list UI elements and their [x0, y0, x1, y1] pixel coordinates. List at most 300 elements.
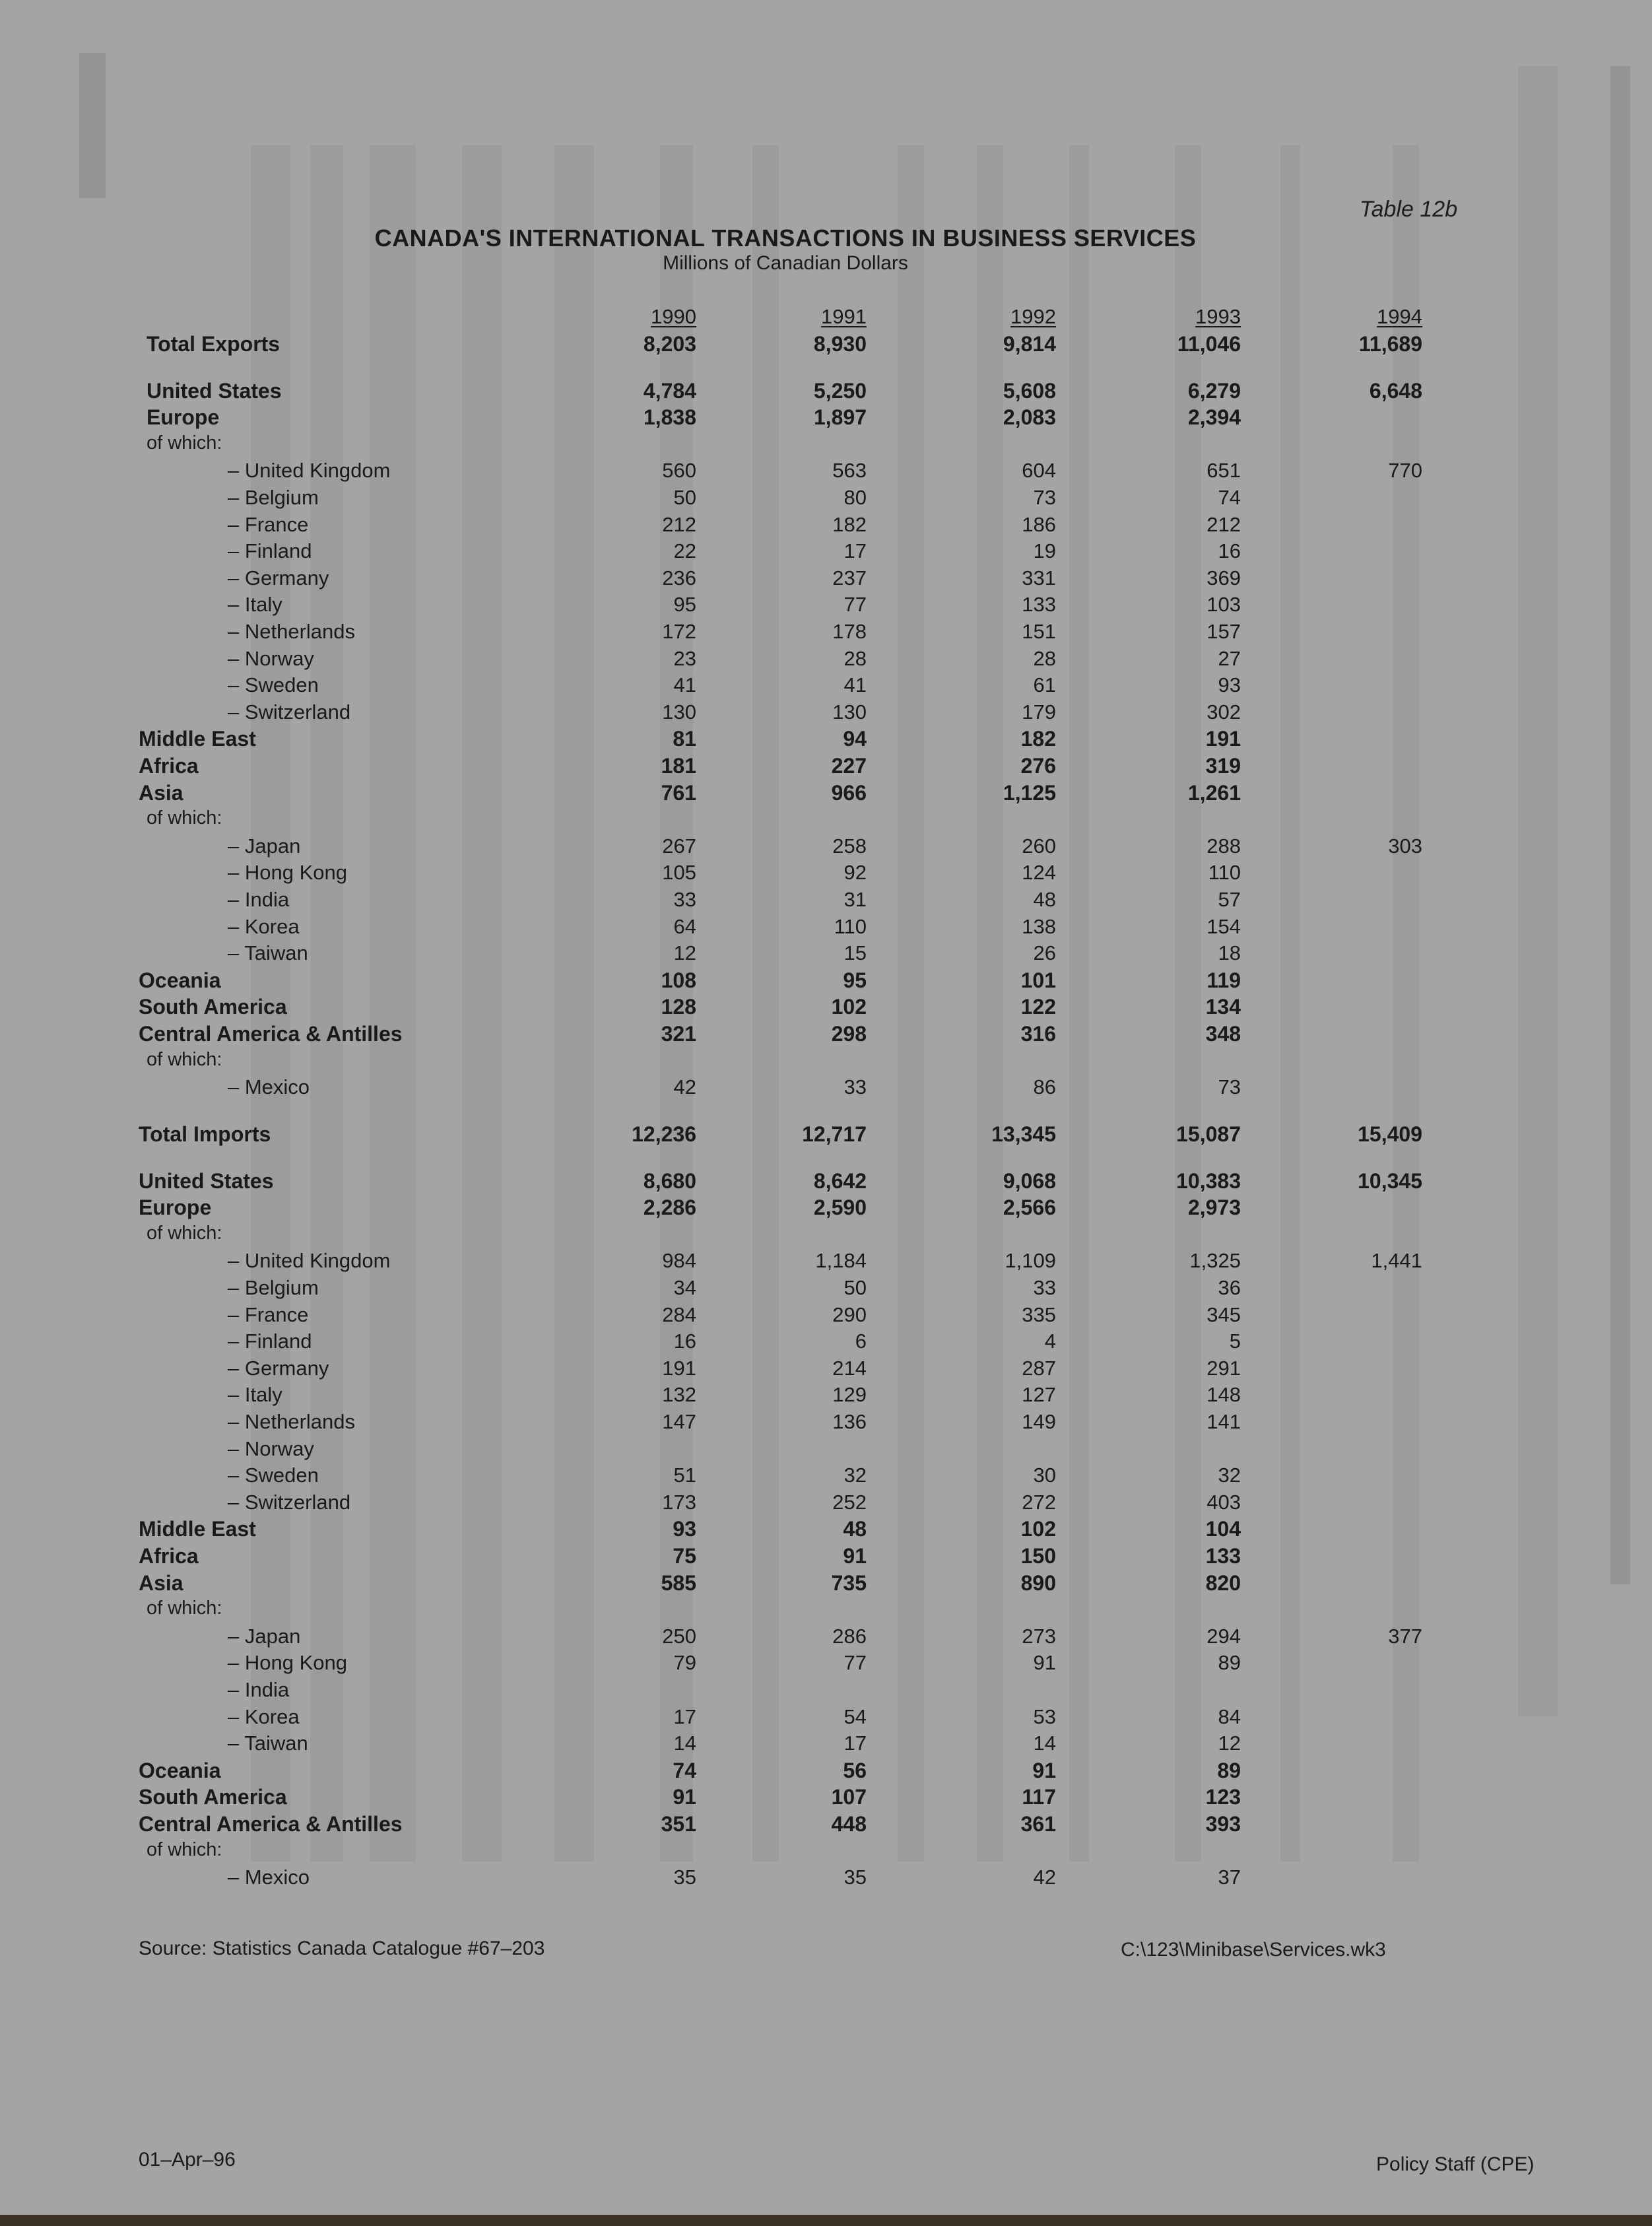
- cell-1993: 148: [1206, 1383, 1241, 1407]
- cell-1991: 56: [843, 1758, 867, 1782]
- cell-1990: 2,286: [643, 1196, 696, 1220]
- row-label: – Mexico: [228, 1866, 310, 1889]
- cell-1993: 288: [1206, 834, 1241, 858]
- row-label: Asia: [139, 780, 183, 805]
- cell-1993: 89: [1218, 1651, 1241, 1675]
- row-label: – Belgium: [228, 1276, 319, 1299]
- cell-1991: 129: [832, 1383, 867, 1407]
- cell-1990: 12,236: [632, 1122, 696, 1146]
- cell-1991: 130: [832, 700, 867, 724]
- cell-1992: 127: [1022, 1383, 1056, 1407]
- table-row: [0, 647, 1652, 673]
- cell-1992: 335: [1022, 1302, 1056, 1326]
- source-note: Source: Statistics Canada Catalogue #67–203: [139, 1938, 545, 1959]
- cell-1990: 181: [661, 754, 696, 778]
- row-label: – Japan: [228, 834, 301, 858]
- cell-1990: 284: [662, 1302, 696, 1326]
- table-row: [0, 1839, 1652, 1866]
- row-label: United States: [147, 378, 282, 403]
- table-row: [0, 620, 1652, 646]
- cell-1991: 448: [831, 1812, 867, 1836]
- cell-1990: 585: [661, 1570, 696, 1595]
- row-label: United States: [139, 1168, 274, 1193]
- cell-1990: 12: [673, 941, 696, 965]
- cell-1993: 302: [1206, 700, 1241, 724]
- cell-1991: 77: [843, 1651, 867, 1675]
- cell-1990: 128: [661, 995, 696, 1019]
- subgroup-label: of which:: [147, 432, 222, 454]
- cell-1992: 101: [1020, 968, 1056, 992]
- page-title: CANADA'S INTERNATIONAL TRANSACTIONS IN BUSINESS SERVICES: [374, 224, 1197, 252]
- cell-1992: 86: [1033, 1075, 1056, 1099]
- cell-1992: 1,109: [1005, 1249, 1056, 1273]
- page-subtitle: Millions of Canadian Dollars: [663, 252, 908, 274]
- table-row: [0, 1196, 1652, 1222]
- cell-1991: 5,250: [813, 378, 867, 403]
- cell-1993: 191: [1205, 727, 1241, 751]
- row-label: Central America & Antilles: [139, 1022, 403, 1046]
- cell-1990: 321: [661, 1022, 696, 1046]
- cell-1991: 8,642: [813, 1168, 867, 1193]
- cell-1991: 33: [843, 1075, 867, 1099]
- cell-1993: 27: [1218, 646, 1241, 670]
- cell-1993: 89: [1217, 1758, 1241, 1782]
- cell-1992: 117: [1022, 1785, 1056, 1809]
- cell-1992: 19: [1033, 539, 1056, 563]
- cell-1990: 34: [673, 1276, 696, 1299]
- cell-1993: 319: [1205, 754, 1241, 778]
- year-header-1993: 1993: [1195, 305, 1241, 328]
- cell-1992: 182: [1020, 727, 1056, 751]
- row-label: – Germany: [228, 1356, 329, 1380]
- cell-1990: 250: [662, 1624, 696, 1648]
- table-row: [0, 1303, 1652, 1330]
- row-label: Europe: [147, 405, 220, 430]
- cell-1990: 16: [673, 1330, 696, 1353]
- cell-1993: 12: [1218, 1732, 1241, 1755]
- cell-1993: 141: [1206, 1410, 1241, 1433]
- cell-1994: 770: [1388, 459, 1422, 483]
- cell-1993: 154: [1206, 914, 1241, 938]
- table-row: [0, 1249, 1652, 1275]
- cell-1993: 1,325: [1189, 1249, 1241, 1273]
- table-row: [0, 1866, 1652, 1892]
- table-row: [0, 673, 1652, 700]
- cell-1990: 4,784: [643, 378, 696, 403]
- cell-1992: 9,068: [1003, 1168, 1056, 1193]
- row-label: – Belgium: [228, 486, 319, 509]
- table-row: [0, 513, 1652, 539]
- cell-1992: 26: [1033, 941, 1056, 965]
- cell-1990: 74: [673, 1758, 696, 1782]
- table-row: [0, 1678, 1652, 1704]
- table-row: [0, 995, 1652, 1021]
- table-row: [0, 1598, 1652, 1624]
- cell-1993: 119: [1206, 968, 1241, 992]
- year-header-1994: 1994: [1377, 305, 1422, 328]
- cell-1991: 48: [843, 1517, 867, 1541]
- cell-1990: 108: [661, 968, 696, 992]
- cell-1993: 1,261: [1187, 780, 1241, 805]
- cell-1992: 124: [1022, 861, 1056, 885]
- cell-1990: 41: [673, 673, 696, 697]
- cell-1992: 1,125: [1003, 780, 1056, 805]
- table-row: [0, 1625, 1652, 1651]
- cell-1990: 132: [662, 1383, 696, 1407]
- row-label: – France: [228, 1302, 309, 1326]
- table-row: [0, 1357, 1652, 1383]
- cell-1991: 31: [843, 888, 867, 911]
- cell-1990: 173: [662, 1490, 696, 1514]
- cell-1993: 110: [1208, 861, 1241, 885]
- cell-1990: 105: [662, 861, 696, 885]
- cell-1990: 560: [662, 459, 696, 483]
- cell-1991: 107: [831, 1785, 867, 1809]
- table-row: [0, 593, 1652, 619]
- cell-1993: 345: [1206, 1302, 1241, 1326]
- cell-1990: 191: [662, 1356, 696, 1380]
- cell-1991: 12,717: [802, 1122, 867, 1146]
- cell-1992: 186: [1022, 512, 1056, 536]
- table-row: [0, 1075, 1652, 1102]
- cell-1991: 735: [831, 1570, 867, 1595]
- row-label: South America: [139, 1785, 287, 1809]
- cell-1990: 75: [673, 1544, 696, 1568]
- cell-1993: 651: [1206, 459, 1241, 483]
- cell-1991: 214: [832, 1356, 867, 1380]
- cell-1991: 50: [843, 1276, 867, 1299]
- table-row: [0, 1759, 1652, 1785]
- cell-1993: 348: [1205, 1022, 1241, 1046]
- cell-1992: 138: [1022, 914, 1056, 938]
- cell-1994: 15,409: [1358, 1122, 1422, 1146]
- cell-1992: 42: [1033, 1866, 1056, 1889]
- row-label: – India: [228, 1678, 290, 1701]
- cell-1992: 48: [1033, 888, 1056, 911]
- cell-1994: 377: [1388, 1624, 1422, 1648]
- cell-1991: 94: [843, 727, 867, 751]
- cell-1990: 147: [662, 1410, 696, 1433]
- cell-1993: 15,087: [1176, 1122, 1241, 1146]
- cell-1994: 6,648: [1369, 378, 1422, 403]
- cell-1990: 984: [662, 1249, 696, 1273]
- table-row: [0, 459, 1652, 485]
- row-label: – Taiwan: [228, 1732, 308, 1755]
- cell-1992: 102: [1020, 1517, 1056, 1541]
- cell-1993: 11,046: [1177, 332, 1241, 356]
- table-row: [0, 1812, 1652, 1838]
- cell-1993: 36: [1218, 1276, 1241, 1299]
- cell-1992: 14: [1033, 1732, 1056, 1755]
- table-row: [0, 1169, 1652, 1196]
- cell-1990: 212: [662, 512, 696, 536]
- cell-1992: 2,566: [1003, 1196, 1056, 1220]
- cell-1992: 316: [1020, 1022, 1056, 1046]
- cell-1993: 37: [1218, 1866, 1241, 1889]
- cell-1990: 23: [673, 646, 696, 670]
- cell-1991: 237: [832, 566, 867, 590]
- cell-1990: 1,838: [643, 405, 696, 430]
- cell-1992: 260: [1022, 834, 1056, 858]
- cell-1991: 102: [831, 995, 867, 1019]
- cell-1991: 136: [832, 1410, 867, 1433]
- table-row: [0, 781, 1652, 807]
- row-label: Oceania: [139, 968, 221, 992]
- year-header-1991: 1991: [821, 305, 867, 328]
- cell-1992: 2,083: [1003, 405, 1056, 430]
- cell-1992: 151: [1022, 620, 1056, 643]
- cell-1991: 91: [843, 1544, 867, 1568]
- cell-1992: 33: [1033, 1276, 1056, 1299]
- cell-1992: 276: [1020, 754, 1056, 778]
- cell-1990: 351: [661, 1812, 696, 1836]
- cell-1991: 252: [832, 1490, 867, 1514]
- table-row: [0, 861, 1652, 887]
- cell-1992: 150: [1020, 1544, 1056, 1568]
- table-row: [0, 727, 1652, 753]
- cell-1991: 290: [832, 1302, 867, 1326]
- cell-1991: 92: [843, 861, 867, 885]
- cell-1993: 291: [1206, 1356, 1241, 1380]
- cell-1993: 134: [1205, 995, 1241, 1019]
- cell-1990: 95: [673, 593, 696, 617]
- table-row: [0, 1651, 1652, 1677]
- cell-1991: 563: [832, 459, 867, 483]
- cell-1993: 820: [1205, 1570, 1241, 1595]
- row-label: – Switzerland: [228, 700, 351, 724]
- subgroup-label: of which:: [147, 1838, 222, 1860]
- subgroup-label: of which:: [147, 1222, 222, 1244]
- row-label: Total Imports: [139, 1122, 271, 1146]
- cell-1990: 14: [673, 1732, 696, 1755]
- cell-1993: 133: [1205, 1544, 1241, 1568]
- subgroup-label: of which:: [147, 1598, 222, 1619]
- table-row: [0, 1544, 1652, 1570]
- cell-1991: 54: [843, 1704, 867, 1728]
- cell-1993: 5: [1229, 1330, 1241, 1353]
- cell-1990: 50: [673, 486, 696, 509]
- row-label: – Germany: [228, 566, 329, 590]
- cell-1992: 331: [1022, 566, 1056, 590]
- cell-1992: 91: [1032, 1758, 1056, 1782]
- cell-1992: 30: [1033, 1464, 1056, 1487]
- cell-1990: 64: [673, 914, 696, 938]
- cell-1993: 57: [1218, 888, 1241, 911]
- cell-1991: 110: [834, 914, 867, 938]
- row-label: Central America & Antilles: [139, 1812, 403, 1836]
- table-row: [0, 1785, 1652, 1811]
- cell-1993: 16: [1218, 539, 1241, 563]
- row-label: Asia: [139, 1570, 183, 1595]
- cell-1994: 11,689: [1358, 332, 1422, 356]
- row-label: – Italy: [228, 1383, 282, 1407]
- subgroup-label: of which:: [147, 807, 222, 829]
- table-row: [0, 1732, 1652, 1758]
- row-label: – Norway: [228, 1436, 314, 1460]
- cell-1993: 32: [1218, 1464, 1241, 1487]
- row-label: Africa: [139, 1544, 199, 1568]
- table-row: [0, 1122, 1652, 1149]
- table-row: [0, 432, 1652, 459]
- row-label: – Japan: [228, 1624, 301, 1648]
- cell-1993: 212: [1206, 512, 1241, 536]
- cell-1993: 393: [1205, 1812, 1241, 1836]
- cell-1991: 17: [843, 1732, 867, 1755]
- cell-1992: 179: [1022, 700, 1056, 724]
- row-label: – Finland: [228, 1330, 312, 1353]
- row-label: Middle East: [139, 727, 256, 751]
- row-label: – Sweden: [228, 673, 319, 697]
- table-number: Table 12b: [1360, 197, 1458, 222]
- cell-1991: 286: [832, 1624, 867, 1648]
- cell-1991: 1,897: [813, 405, 867, 430]
- year-header-1992: 1992: [1010, 305, 1056, 328]
- table-row: [0, 754, 1652, 780]
- page-edge: [0, 2215, 1652, 2226]
- year-header-1990: 1990: [651, 305, 696, 328]
- cell-1991: 80: [843, 486, 867, 509]
- cell-1994: 1,441: [1371, 1249, 1422, 1273]
- cell-1992: 273: [1022, 1624, 1056, 1648]
- cell-1990: 17: [673, 1704, 696, 1728]
- cell-1993: 294: [1206, 1624, 1241, 1648]
- cell-1990: 130: [662, 700, 696, 724]
- cell-1990: 8,680: [643, 1168, 696, 1193]
- table-row: [0, 1571, 1652, 1598]
- table-row: [0, 888, 1652, 914]
- table-row: [0, 1464, 1652, 1490]
- table-row: [0, 700, 1652, 727]
- cell-1990: 35: [673, 1866, 696, 1889]
- row-label: Total Exports: [147, 332, 281, 356]
- cell-1991: 966: [831, 780, 867, 805]
- cell-1991: 2,590: [813, 1196, 867, 1220]
- table-row: [0, 941, 1652, 968]
- footer-credit: Policy Staff (CPE): [1376, 2153, 1535, 2175]
- cell-1991: 182: [832, 512, 867, 536]
- table-row: [0, 1437, 1652, 1464]
- cell-1991: 298: [831, 1022, 867, 1046]
- cell-1990: 8,203: [643, 332, 696, 356]
- cell-1992: 361: [1020, 1812, 1056, 1836]
- row-label: – Finland: [228, 539, 312, 563]
- cell-1993: 6,279: [1187, 378, 1241, 403]
- row-label: – Korea: [228, 1704, 300, 1728]
- row-label: Middle East: [139, 1517, 256, 1541]
- cell-1990: 81: [673, 727, 696, 751]
- cell-1992: 272: [1022, 1490, 1056, 1514]
- cell-1993: 403: [1206, 1490, 1241, 1514]
- row-label: – United Kingdom: [228, 1249, 391, 1273]
- row-label: Africa: [139, 754, 199, 778]
- cell-1990: 236: [662, 566, 696, 590]
- cell-1991: 8,930: [813, 332, 867, 356]
- cell-1990: 42: [673, 1075, 696, 1099]
- table-row: [0, 1705, 1652, 1732]
- cell-1991: 6: [855, 1330, 867, 1353]
- table-row: [0, 915, 1652, 941]
- cell-1993: 123: [1205, 1785, 1241, 1809]
- cell-1991: 227: [831, 754, 867, 778]
- row-label: – Taiwan: [228, 941, 308, 965]
- cell-1990: 267: [662, 834, 696, 858]
- cell-1991: 28: [843, 646, 867, 670]
- file-path: C:\123\Minibase\Services.wk3: [1121, 1939, 1386, 1961]
- cell-1993: 84: [1218, 1704, 1241, 1728]
- cell-1990: 91: [673, 1785, 696, 1809]
- cell-1990: 172: [662, 620, 696, 643]
- row-label: – Norway: [228, 646, 314, 670]
- cell-1991: 1,184: [815, 1249, 867, 1273]
- row-label: – Switzerland: [228, 1490, 351, 1514]
- cell-1993: 104: [1205, 1517, 1241, 1541]
- cell-1993: 10,383: [1176, 1168, 1241, 1193]
- cell-1990: 93: [673, 1517, 696, 1541]
- year-header-row: [0, 305, 1652, 331]
- cell-1993: 93: [1218, 673, 1241, 697]
- cell-1990: 33: [673, 888, 696, 911]
- cell-1993: 2,394: [1187, 405, 1241, 430]
- table-row: [0, 405, 1652, 432]
- row-label: Oceania: [139, 1758, 221, 1782]
- cell-1993: 157: [1206, 620, 1241, 643]
- row-label: – Korea: [228, 914, 300, 938]
- cell-1991: 178: [832, 620, 867, 643]
- table-row: [0, 486, 1652, 512]
- table-row: [0, 1022, 1652, 1048]
- cell-1990: 51: [673, 1464, 696, 1487]
- cell-1992: 890: [1020, 1570, 1056, 1595]
- cell-1994: 10,345: [1358, 1168, 1422, 1193]
- print-date: 01–Apr–96: [139, 2149, 236, 2171]
- cell-1991: 17: [843, 539, 867, 563]
- cell-1992: 133: [1022, 593, 1056, 617]
- table-row: [0, 1276, 1652, 1302]
- table-row: [0, 834, 1652, 861]
- cell-1992: 13,345: [991, 1122, 1056, 1146]
- table-row: [0, 1049, 1652, 1075]
- cell-1992: 122: [1020, 995, 1056, 1019]
- cell-1992: 287: [1022, 1356, 1056, 1380]
- row-label: – Sweden: [228, 1464, 319, 1487]
- cell-1992: 53: [1033, 1704, 1056, 1728]
- row-label: – Hong Kong: [228, 1651, 347, 1675]
- table-row: [0, 1491, 1652, 1517]
- cell-1993: 74: [1218, 486, 1241, 509]
- cell-1992: 61: [1033, 673, 1056, 697]
- table-row: [0, 539, 1652, 566]
- cell-1992: 604: [1022, 459, 1056, 483]
- cell-1991: 32: [843, 1464, 867, 1487]
- cell-1991: 77: [843, 593, 867, 617]
- cell-1992: 28: [1033, 646, 1056, 670]
- table-row: [0, 1223, 1652, 1249]
- cell-1990: 22: [673, 539, 696, 563]
- table-row: [0, 566, 1652, 593]
- cell-1990: 79: [673, 1651, 696, 1675]
- cell-1991: 95: [843, 968, 867, 992]
- cell-1991: 258: [832, 834, 867, 858]
- cell-1992: 4: [1044, 1330, 1056, 1353]
- row-label: – Italy: [228, 593, 282, 617]
- cell-1991: 35: [843, 1866, 867, 1889]
- cell-1993: 2,973: [1187, 1196, 1241, 1220]
- cell-1992: 5,608: [1003, 378, 1056, 403]
- table-row: [0, 1383, 1652, 1409]
- table-row: [0, 1410, 1652, 1436]
- row-label: – Netherlands: [228, 620, 356, 643]
- cell-1992: 73: [1033, 486, 1056, 509]
